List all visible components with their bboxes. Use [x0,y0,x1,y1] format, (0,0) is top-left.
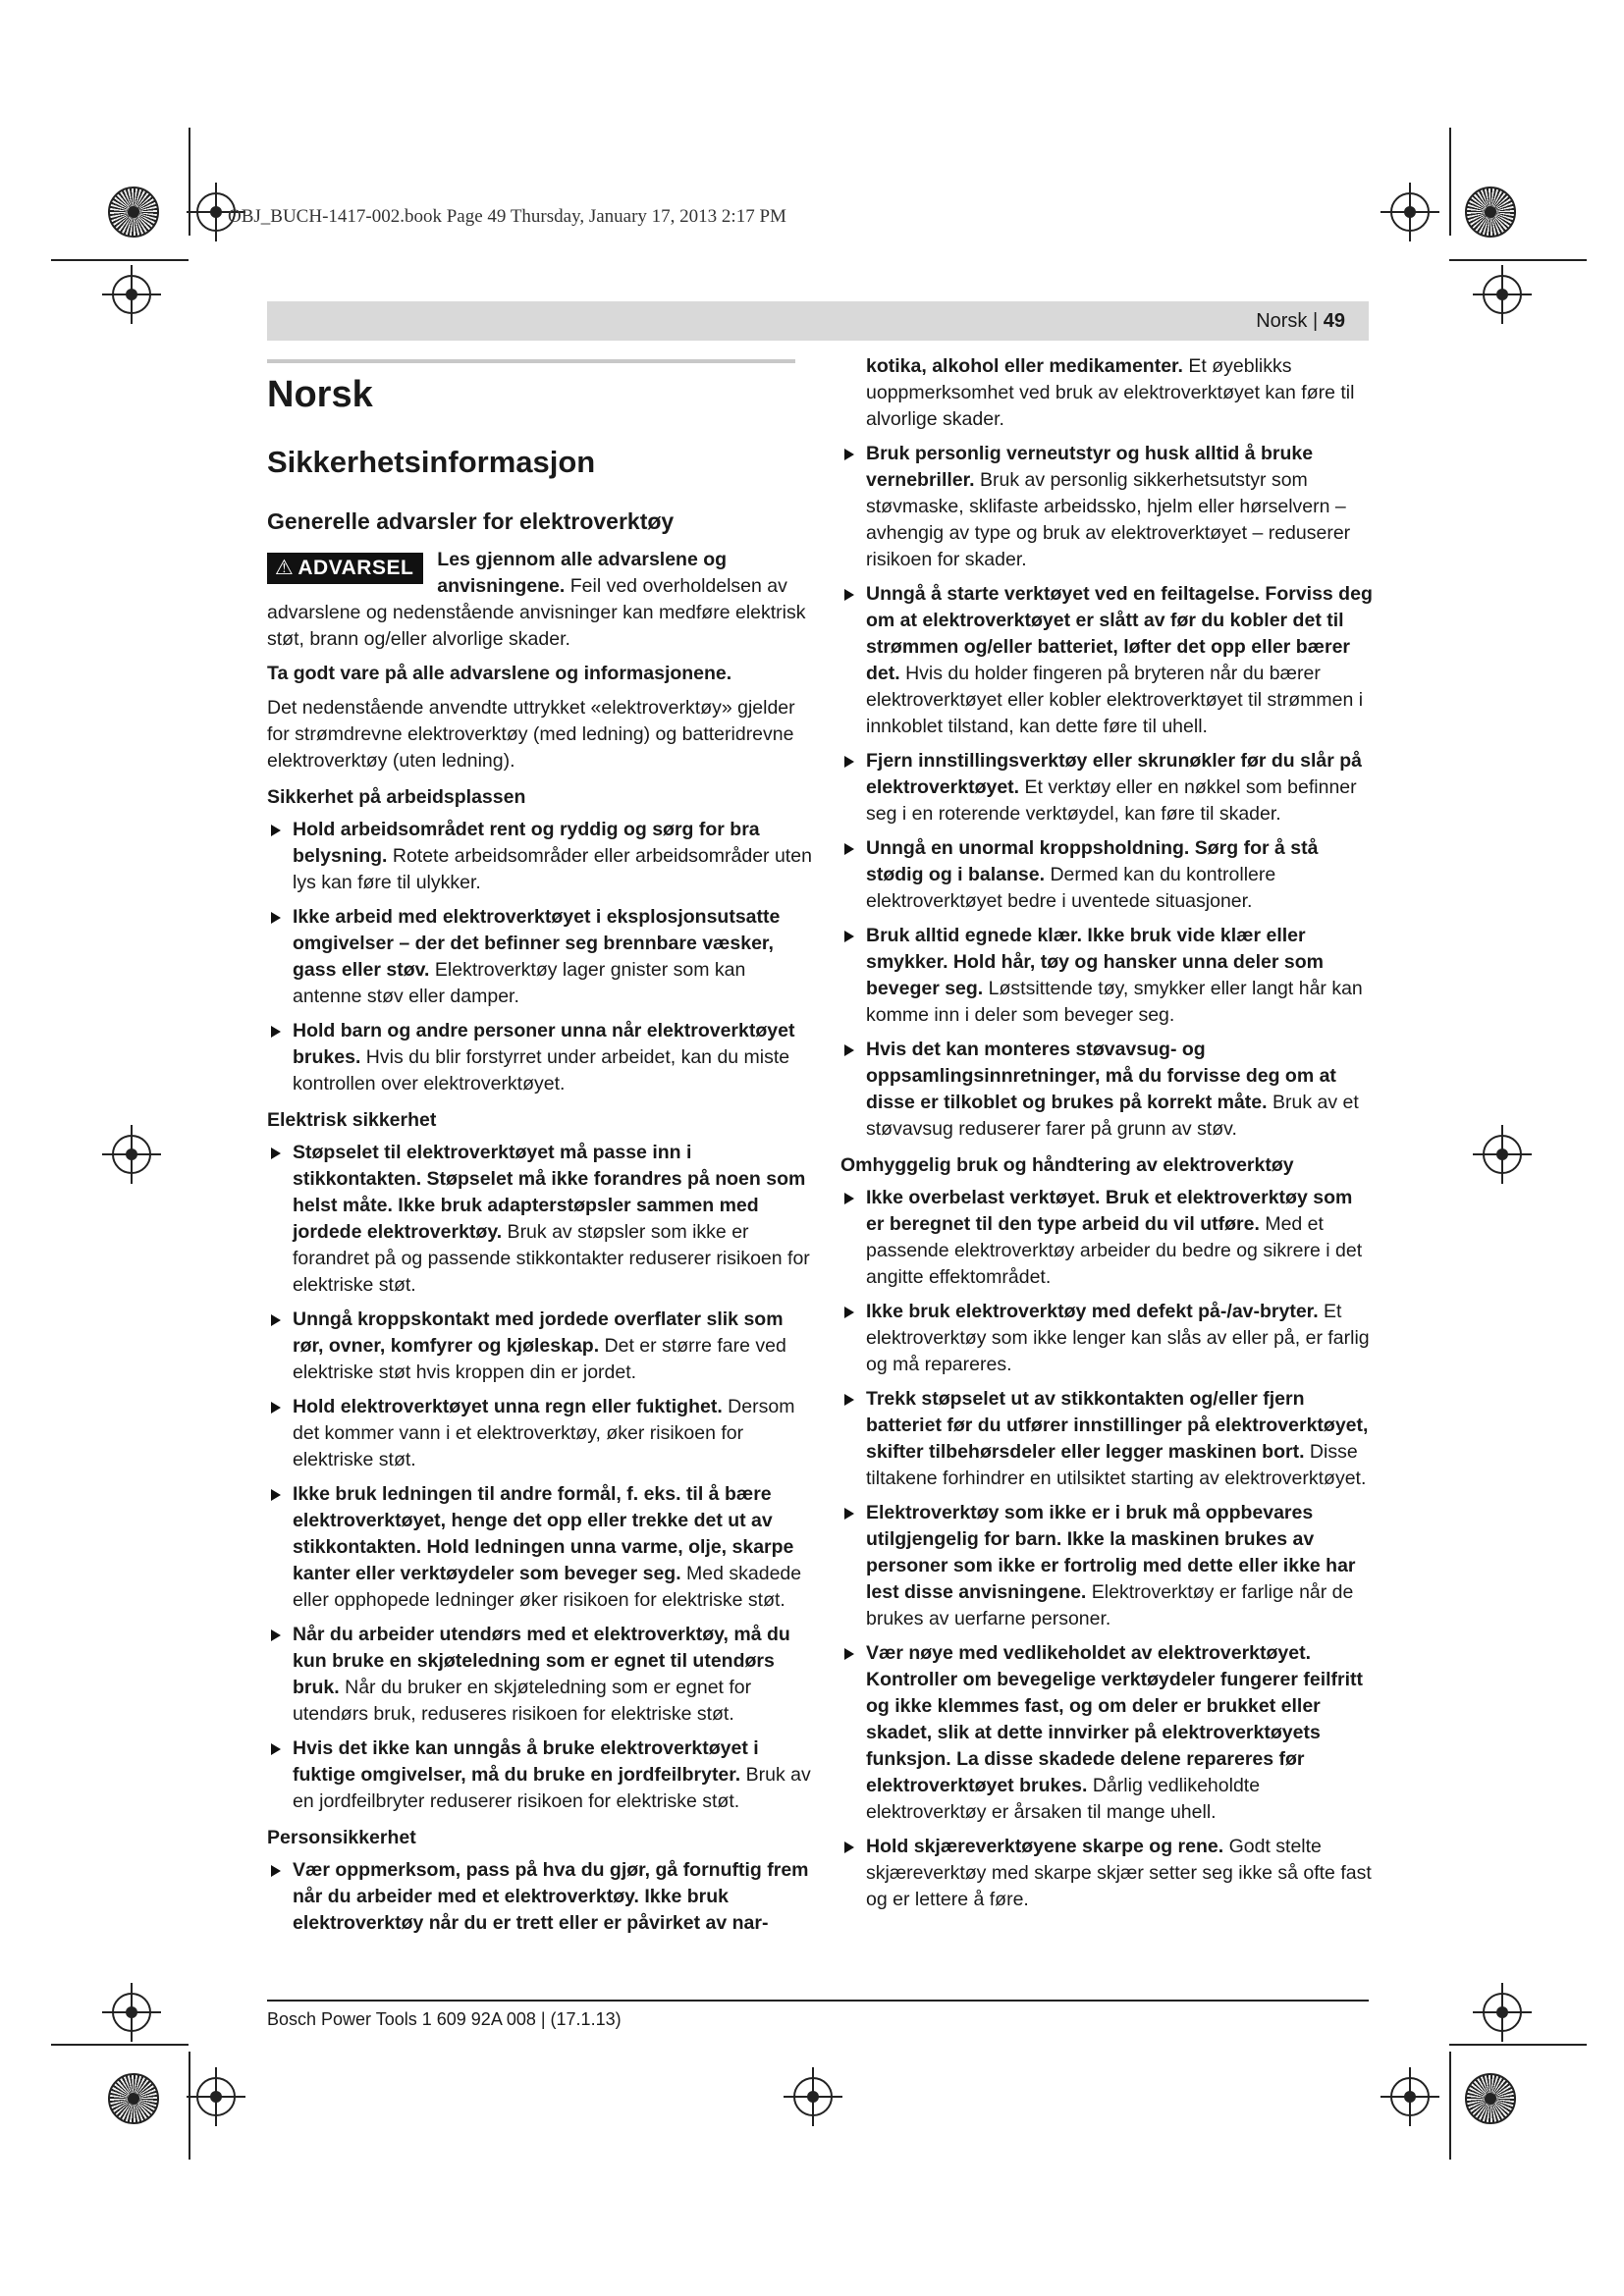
list-item [267,1018,813,1097]
list-item [840,1037,1376,1143]
list-item-text: Elektroverktøy lager gnister som kan antenne støv eller damper. [293,959,746,1008]
list-item-text: Hvis du holder fingeren på bryteren når du bærer elektroverktøyet eller kobler elektroverktøyet til strømmen i innkoblet tilstand, kan dette føre til uhell. [866,663,1364,737]
list-item-bold: Ikke overbelast verktøyet. Bruk et elektroverktøy som er beregnet til den type arbeid du vil utføre. [866,1187,1353,1235]
subsection-heading: Personsikkerhet [267,1827,416,1849]
section-heading: Generelle advarsler for elektroverktøy [267,507,675,534]
list-item-bold: Hold skjæreverktøyene skarpe og rene. [866,1836,1224,1857]
list-item-text: Godt stelte skjæreverktøy med skarpe skjær setter seg ikke så ofte fast og er lettere å føre. [866,1836,1372,1910]
list-item-text: Når du bruker en skjøteledning som er egnet for utendørs bruk, reduseres risikoen for elektriske støt. [293,1677,752,1726]
list-item-text: Disse tiltakene forhindrer en utilsiktet starting av elektroverktøyet. [866,1441,1367,1489]
list-item [840,581,1376,740]
crop-mark [1449,2044,1587,2046]
list-item-bold: Støpselet til elektroverktøyet må passe inn i stikkontakten. Støpselet må ikke forandres på noen som helst måte. Ikke bruk adapterstøpsler sammen med jordede elektroverktøy. [293,1142,806,1244]
list-item-bold: Hvis det kan monteres støvavsug- og oppsamlingsinnretninger, må du forvisse deg om at disse er tilkoblet og brukes på korrekt måte. [866,1039,1336,1113]
running-header [267,301,1369,341]
warning-block [267,547,813,653]
header-page-label [1256,310,1345,333]
crop-mark [51,2044,189,2046]
list-item-text: Dermed kan du kontrollere elektroverktøyet bedre i uventede situasjoner. [866,864,1276,912]
list-item-text: Et verktøy eller en nøkkel som befinner seg i en roterende verktøydel, kan føre til skader. [866,776,1357,825]
subsection-heading: Elektrisk sikkerhet [267,1109,437,1132]
definition-paragraph: Det nedenstående anvendte uttrykket «elektroverktøy» gjelder for strømdrevne elektroverktøy (med ledning) og batteridrevne elektroverktøy (uten ledning). [267,697,795,773]
left-column [267,359,813,1945]
list-item-bold: Når du arbeider utendørs med et elektroverktøy, må du kun bruke en skjøteledning som er egnet til utendørs bruk. [293,1624,790,1699]
person-safety-list [840,441,1376,1143]
list-item-bold: Hold elektroverktøyet unna regn eller fuktighet. [293,1396,723,1418]
list-item-bold: Ikke bruk elektroverktøy med defekt på-/av-bryter. [866,1301,1319,1322]
list-item-bold: Unngå en unormal kroppsholdning. Sørg for å stå stødig og i balanse. [866,837,1319,885]
keep-notice: Ta godt vare på alle advarslene og informasjonene. [267,663,732,685]
list-item-bold: Hold arbeidsområdet rent og ryddig og sørg for bra belysning. [293,819,760,868]
registration-target-icon [784,2067,842,2126]
registration-target-icon [187,2067,245,2126]
list-item [840,1500,1376,1632]
list-item [840,1834,1376,1913]
crop-mark [1449,259,1587,261]
list-item [267,1140,813,1299]
list-item-bold: Unngå å starte verktøyet ved en feiltagelse. Forviss deg om at elektroverktøyet er slått av før du kobler det til strømmen og/eller batteriet, løfter det opp eller bærer det. [866,583,1373,684]
registration-target-icon [1473,1983,1532,2042]
warning-text: Feil ved overholdelsen av advarslene og nedenstående anvisninger kan medføre elektrisk støt, brann og/eller alvorlige skader. [267,575,806,651]
subsection-heading: Omhyggelig bruk og håndtering av elektroverktøy [840,1154,1294,1176]
list-item-text: Løstsittende tøy, smykker eller langt hår kan komme inn i deler som beveger seg. [866,978,1363,1026]
list-item [840,923,1376,1029]
page-subtitle: Sikkerhetsinformasjon [267,444,596,479]
list-item-bold: Vær nøye med vedlikeholdet av elektroverktøyet. Kontroller om bevegelige verktøydeler fungerer feilfritt og ikke klemmes fast, og om deler er brukket eller skadet, slik at dette innvirker på elektroverktøyets funksjon. La disse skadede delene repareres før elektroverktøyet brukes. [866,1642,1364,1796]
list-item [840,1185,1376,1291]
registration-target-icon [102,1125,161,1184]
page-title: Norsk [267,374,373,415]
list-item [840,748,1376,828]
crop-mark [1449,2052,1451,2160]
list-item-text: Det er større fare ved elektriske støt hvis kroppen din er jordet. [293,1335,786,1384]
list-item-bold: Bruk alltid egnede klær. Ikke bruk vide klær eller smykker. Hold hår, tøy og hansker unna deler som beveger seg. [866,925,1324,999]
list-item-text: Hvis du blir forstyrret under arbeidet, kan du miste kontrollen over elektroverktøyet. [293,1046,790,1095]
list-item-text: Bruk av personlig sikkerhetsutstyr som støvmaske, sklifaste arbeidssko, hjelm eller hørselvern – avhengig av type og bruk av elektroverktøyet – reduserer risikoen for skader. [866,469,1351,570]
list-item [267,817,813,896]
registration-target-icon [1380,2067,1439,2126]
list-item-bold: Hold barn og andre personer unna når elektroverktøyet brukes. [293,1020,795,1069]
tool-use-list [840,1185,1376,1913]
list-item-bold: Elektroverktøy som ikke er i bruk må oppbevares utilgjengelig for barn. Ikke la maskinen brukes av personer som ikke er fortrolig med dette eller ikke har lest disse anvisningene. [866,1502,1356,1603]
right-column [840,353,1376,1921]
registration-target-icon [102,265,161,324]
list-item [267,1307,813,1386]
list-item [840,1386,1376,1492]
warning-bold: Les gjennom alle advarslene og anvisningene. [437,549,728,598]
crop-mark [51,259,189,261]
header-separator: | [1307,310,1324,332]
list-item-text: Bruk av en jordfeilbryter reduserer risikoen for elektriske støt. [293,1764,811,1813]
list-item-bold: Bruk personlig verneutstyr og husk alltid å bruke vernebriller. [866,443,1314,491]
continuation-text: Et øyeblikks uoppmerksomhet ved bruk av elektroverktøyet kan føre til alvorlige skader. [866,355,1355,430]
registration-target-icon [1473,265,1532,324]
footer: Bosch Power Tools 1 609 92A 008 | (17.1.13) [267,2009,622,2029]
safety-list [267,1140,813,1815]
list-item [840,1640,1376,1826]
safety-list [267,1857,813,1937]
warning-badge [267,553,423,584]
color-registration-mark [1465,2073,1516,2124]
list-item-bold: Hvis det ikke kan unngås å bruke elektroverktøyet i fuktige omgivelser, må du bruke en jordfeilbryter. [293,1737,759,1787]
list-item-text: Dårlig vedlikeholdte elektroverktøy er årsaken til mange uhell. [866,1775,1261,1823]
list-item [267,1857,813,1937]
crop-mark [189,2052,190,2160]
list-item [267,1481,813,1614]
list-item-text: Et elektroverktøy som ikke lenger kan slås av eller på, er farlig og må repareres. [866,1301,1370,1375]
list-item-text: Elektroverktøy er farlige når de brukes av uerfarne personer. [866,1581,1354,1629]
list-item-bold: Fjern innstillingsverktøy eller skrunøkler før du slår på elektroverktøyet. [866,750,1362,798]
list-item-text: Bruk av et støvavsug reduserer farer på grunn av støv. [866,1092,1359,1140]
registration-target-icon [102,1983,161,2042]
list-item [840,441,1376,573]
footer-rule [267,2000,1369,2002]
list-item-bold: Vær oppmerksom, pass på hva du gjør, gå fornuftig frem når du arbeider med et elektroverktøy. Ikke bruk elektroverktøy når du er trett eller er påvirket av nar- [293,1859,809,1935]
registration-target-icon [1473,1125,1532,1184]
list-item [267,1735,813,1815]
safety-list [267,817,813,1097]
list-item-text: Rotete arbeidsområder eller arbeidsområder uten lys kan føre til ulykker. [293,845,812,894]
registration-target-icon [1380,183,1439,241]
list-item-text: Med et passende elektroverktøy arbeider du bedre og sikrere i det angitte effektområdet. [866,1213,1363,1288]
crop-mark [1449,128,1451,236]
list-item [267,904,813,1010]
print-slug: OBJ_BUCH-1417-002.book Page 49 Thursday, January 17, 2013 2:17 PM [228,206,786,227]
header-section: Norsk [1256,310,1308,332]
list-item-bold: Unngå kroppskontakt med jordede overflater slik som rør, ovner, komfyrer og kjøleskap. [293,1308,784,1358]
left-sections [267,784,813,1937]
list-item-text: Med skadede eller opphopede ledninger øker risikoen for elektriske støt. [293,1563,802,1612]
list-item-bold: Trekk støpselet ut av stikkontakten og/eller fjern batteriet før du utfører innstillinger på elektroverktøyet, skifter tilbehørsdeler eller legger maskinen bort. [866,1388,1369,1463]
list-item-bold: Ikke arbeid med elektroverktøyet i eksplosjonsutsatte omgivelser – der det befinner seg brennbare væsker, gass eller støv. [293,906,781,982]
list-item [840,1299,1376,1378]
list-item [840,835,1376,915]
warning-triangle-icon: ⚠ [275,557,295,580]
color-registration-mark [108,2073,159,2124]
list-item-text: Bruk av støpsler som ikke er forandret på og passende stikkontakter reduserer risikoen for elektriske støt. [293,1221,810,1297]
list-item-bold: Ikke bruk ledningen til andre formål, f. eks. til å bære elektroverktøyet, henge det opp eller trekke det ut av stikkontakten. Hold ledningen unna varme, olje, skarpe kanter eller verktøydeler som beveger seg. [293,1483,794,1585]
subsection-heading: Sikkerhet på arbeidsplassen [267,786,526,809]
header-page-number: 49 [1323,310,1345,332]
list-item [267,1394,813,1473]
list-item [267,1622,813,1728]
list-item-text: Dersom det kommer vann i et elektroverktøy, øker risikoen for elektriske støt. [293,1396,795,1471]
warning-label: ADVARSEL [298,557,414,580]
crop-mark [189,128,190,236]
color-registration-mark [108,187,159,238]
continuation-bold: kotika, alkohol eller medikamenter. [866,355,1183,377]
color-registration-mark [1465,187,1516,238]
